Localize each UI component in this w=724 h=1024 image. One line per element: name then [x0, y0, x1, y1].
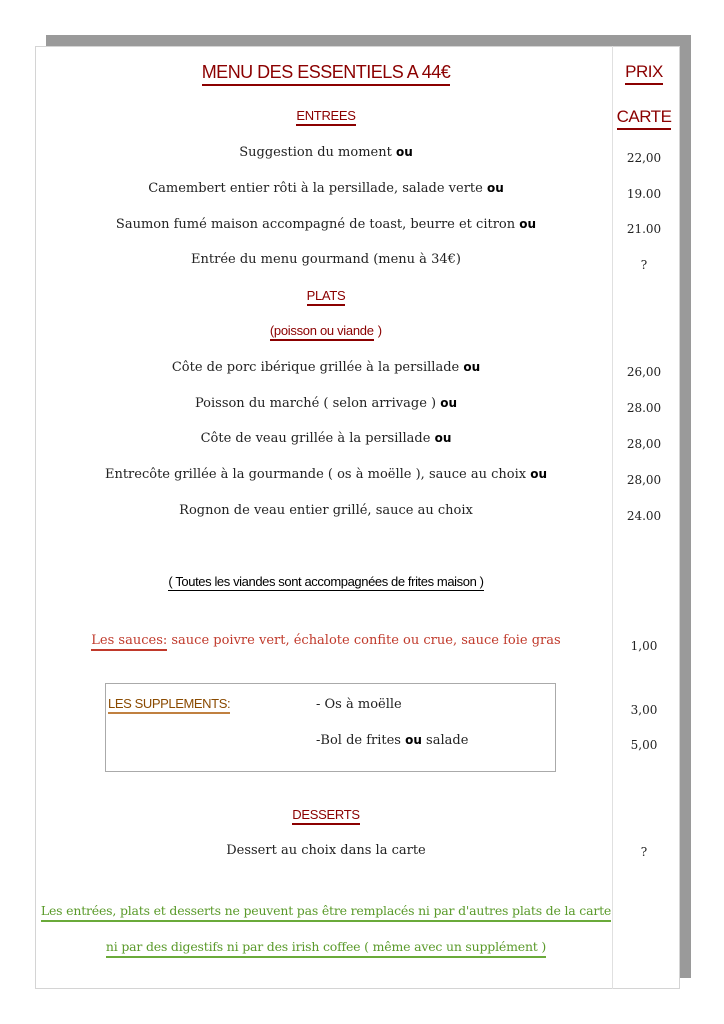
plat-item: Poisson du marché ( selon arrivage ) ou [194, 396, 458, 411]
footer-line-1: Les entrées, plats et desserts ne peuvent pas être remplacés ni par d'autres plats de la carte [41, 903, 611, 922]
entree-price: 22,00 [626, 151, 662, 165]
menu-title-row [40, 62, 612, 83]
entree-price: ? [640, 258, 648, 272]
price-header-prix: PRIX [614, 62, 674, 82]
menu-title: MENU DES ESSENTIELS A 44€ [202, 62, 451, 86]
plats-heading: PLATS [307, 288, 346, 306]
dessert-item: Dessert au choix dans la carte [226, 843, 426, 858]
supplement-item: -Bol de frites ou salade [316, 733, 469, 748]
entrees-heading-row [40, 108, 612, 124]
viandes-note-row [40, 574, 612, 590]
price-header-carte: CARTE [614, 107, 674, 127]
footer-line-1-row [40, 903, 612, 919]
plat-price: 28,00 [626, 473, 662, 487]
desserts-heading-row [40, 807, 612, 823]
entree-price: 19.00 [626, 187, 662, 201]
supplements-label: LES SUPPLEMENTS: [108, 696, 230, 714]
price-column-divider [612, 46, 613, 989]
sauces-price: 1,00 [630, 639, 658, 653]
plat-price: 28.00 [626, 401, 662, 415]
sauces-row [40, 633, 612, 648]
plat-price: 26,00 [626, 365, 662, 379]
plat-price: 24.00 [626, 509, 662, 523]
viandes-note: ( Toutes les viandes sont accompagnées de frites maison ) [168, 574, 484, 589]
supplement-item: - Os à moëlle [316, 697, 402, 712]
footer-line-2-row [40, 939, 612, 955]
entree-item: Entrée du menu gourmand (menu à 34€) [191, 252, 461, 267]
plat-item: Rognon de veau entier grillé, sauce au choix [179, 503, 473, 518]
entree-price: 21.00 [626, 222, 662, 236]
plats-subheading: (poisson ou viande [270, 323, 374, 341]
plat-item: Côte de porc ibérique grillée à la persillade ou [171, 360, 481, 375]
plat-item: Côte de veau grillée à la persillade ou [200, 431, 452, 446]
plat-price: 28,00 [626, 437, 662, 451]
supplement-price: 5,00 [630, 738, 658, 752]
plats-subheading-row: (poisson ou viande ) [40, 323, 612, 339]
desserts-heading: DESSERTS [292, 807, 359, 825]
entree-item: Camembert entier rôti à la persillade, salade verte ou [148, 181, 504, 196]
sauces-label: Les sauces: [91, 633, 167, 651]
sauces-text: sauce poivre vert, échalote confite ou crue, sauce foie gras [167, 633, 561, 648]
supplement-price: 3,00 [630, 703, 658, 717]
entree-item: Suggestion du moment ou [239, 145, 413, 160]
plat-item: Entrecôte grillée à la gourmande ( os à moëlle ), sauce au choix ou [104, 467, 548, 482]
plats-heading-row [40, 288, 612, 304]
footer-line-2: ni par des digestifs ni par des irish coffee ( même avec un supplément ) [106, 939, 546, 958]
entrees-heading: ENTREES [296, 108, 355, 126]
dessert-price: ? [640, 845, 648, 859]
entree-item: Saumon fumé maison accompagné de toast, beurre et citron ou [115, 217, 537, 232]
